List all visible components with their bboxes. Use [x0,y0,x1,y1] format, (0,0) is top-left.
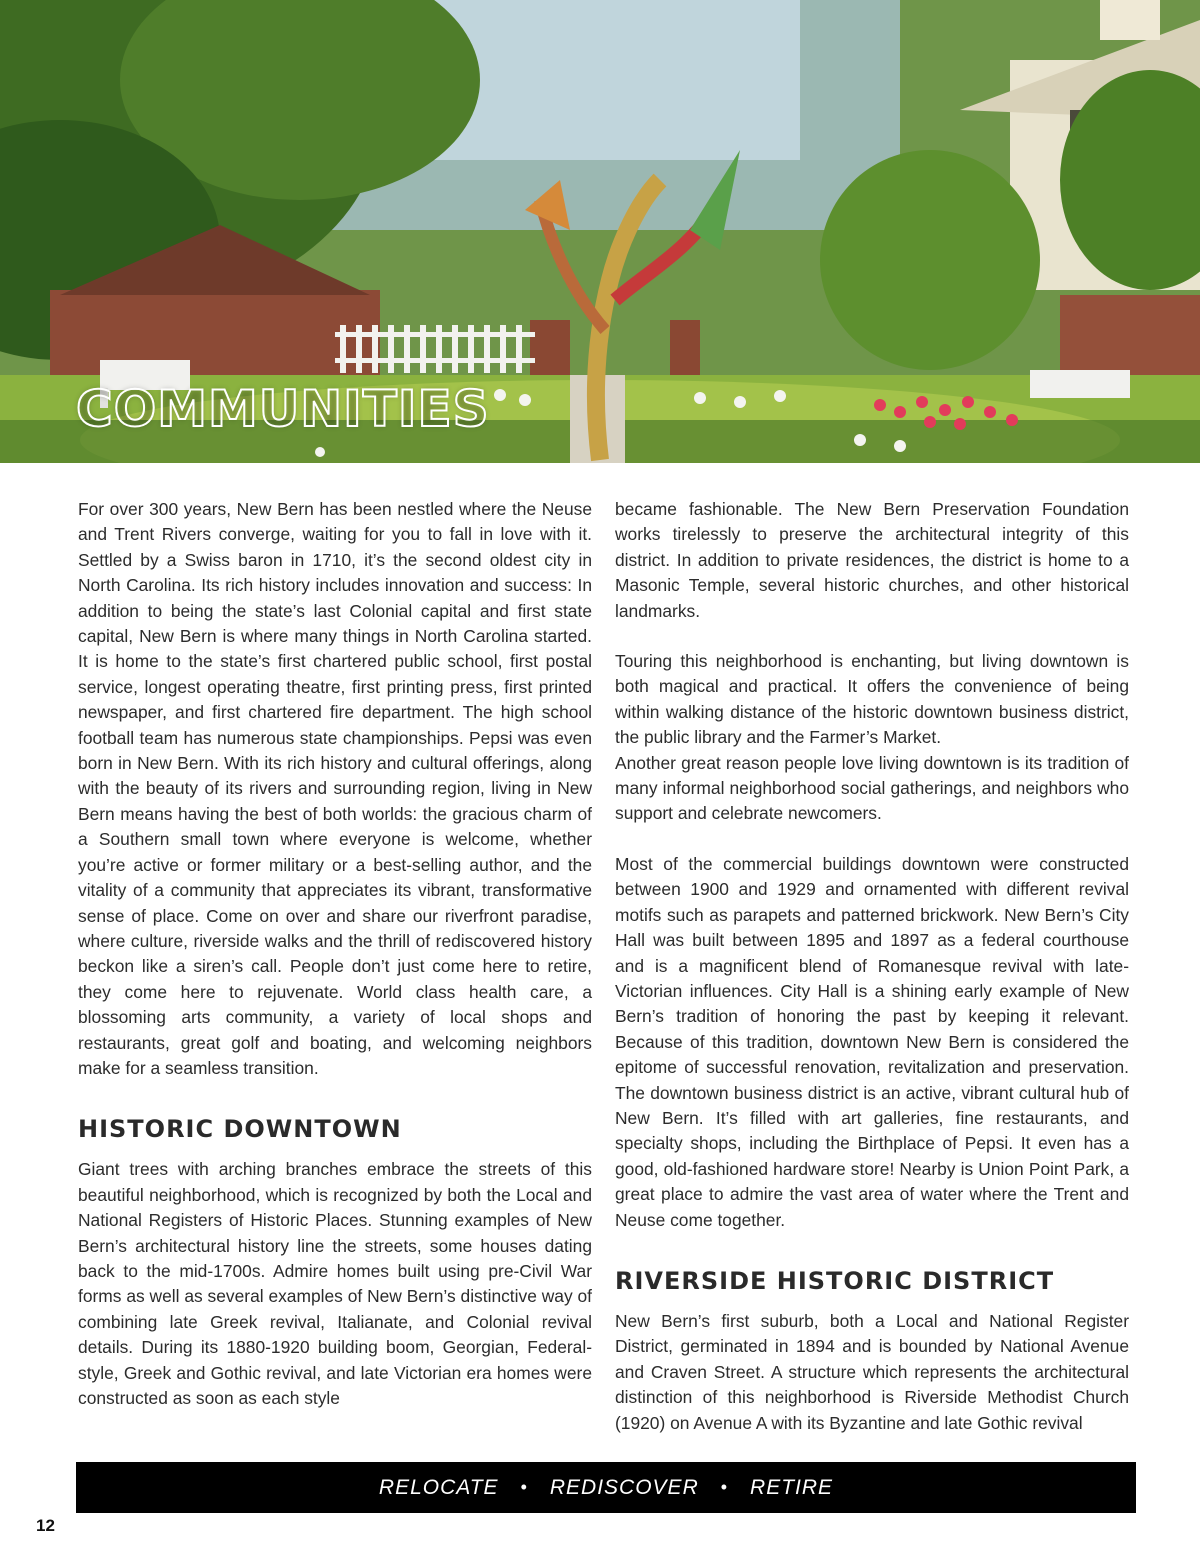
page-number: 12 [36,1516,55,1535]
tagline-rediscover: REDISCOVER [549,1475,699,1499]
left-text-column [78,497,592,1411]
living-downtown-paragraph: Touring this neighborhood is enchanting, but living downtown is both magical and practical. It offers the convenience of being within walking distance of the historic downtown business district, the public library and the Farmer’s Market. [615,651,1129,748]
preservation-paragraph: became fashionable. The New Bern Preservation Foundation works tirelessly to preserve the architectural integrity of this district. In addition to private residences, the district is home to a Masonic Temple, several historic churches, and other historical landmarks. [615,499,1129,621]
historic-downtown-heading: HISTORIC DOWNTOWN [78,1115,402,1144]
riverside-district-paragraph: New Bern’s first suburb, both a Local and National Register District, germinated in 1894 and is bounded by National Avenue and Craven Street. A structure which represents the architectural distinction of this neighborhood is Riverside Methodist Church (1920) on Avenue A with its Byzantine and late Gothic revival [615,1310,1129,1433]
right-text-column [615,497,1129,1436]
riverside-district-heading: RIVERSIDE HISTORIC DISTRICT [615,1266,1055,1295]
social-gatherings-paragraph: Another great reason people love living downtown is its tradition of many informal neighborhood social gatherings, and neighbors who support and celebrate newcomers. [615,752,1129,824]
page-title: COMMUNITIES [76,380,490,438]
hero-photo [0,0,1200,463]
tagline-separator: • [520,1477,528,1497]
tagline-relocate: RELOCATE [378,1475,499,1499]
commercial-buildings-paragraph: Most of the commercial buildings downtown were constructed between 1900 and 1929 and ornamented with different revival motifs such as parapets and patterned brickwork. New Bern’s City Hall was built between 1895 and 1897 as a federal courthouse and is a magnificent blend of Romanesque revival with late-Victorian influences. City Hall is a shining early example of New Bern’s tradition of honoring the past by keeping it relevant. Because of this tradition, downtown New Bern is considered the epitome of successful renovation, revitalization and preservation. The downtown business district is an active, vibrant cultural hub of New Bern. It’s filled with art galleries, fine restaurants, and specialty shops, including the Birthplace of Pepsi. It even has a good, old-fashioned hardware store! Nearby is Union Point Park, a great place to admire the vast area of water where the Trent and Neuse come together. [615,853,1129,1230]
footer-tagline-bar [76,1462,1136,1513]
tagline-separator: • [720,1477,729,1497]
historic-downtown-paragraph: Giant trees with arching branches embrace the streets of this beautiful neighborhood, which is recognized by both the Local and National Registers of Historic Places. Stunning examples of New Bern’s architectural history line the streets, some houses dating back to the mid-1700s. Admire homes built using pre-Civil War forms as well as several examples of New Bern’s distinctive way of combining late Greek revival, Italianate, and Colonial revival details. During its 1880-1920 building boom, Georgian, Federal-style, Greek and Gothic revival, and late Victorian era homes were constructed as soon as each style [78,1159,592,1408]
tagline-retire: RETIRE [750,1475,834,1499]
intro-paragraph: For over 300 years, New Bern has been nestled where the Neuse and Trent Rivers converge, waiting for you to fall in love with it. Settled by a Swiss baron in 1710, it’s the second oldest city in North Carolina. Its rich history includes innovation and success: In addition to being the state’s last Colonial capital and first state capital, New Bern is where many things in North Carolina started. It is home to the state’s first chartered public school, first postal service, longest operating theatre, first printing press, first printed newspaper, and first chartered fire department. The high school football team has numerous state championships. Pepsi was even born in New Bern. With its rich history and cultural offerings, along with the beauty of its rivers and surrounding region, living in New Bern means having the best of both worlds: the gracious charm of a Southern small town where everyone is welcome, whether you’re active or former military or a best-selling author, and the vitality of a community that appreciates its vibrant, transformative sense of place. Come on over and share our riverfront paradise, where culture, riverside walks and the thrill of rediscovered history beckon like a siren’s call. People don’t just come here to retire, they come here to rejuvenate. World class health care, a blossoming arts community, a variety of local shops and restaurants, great golf and boating, and welcoming neighbors make for a seamless transition. [78,499,592,1078]
